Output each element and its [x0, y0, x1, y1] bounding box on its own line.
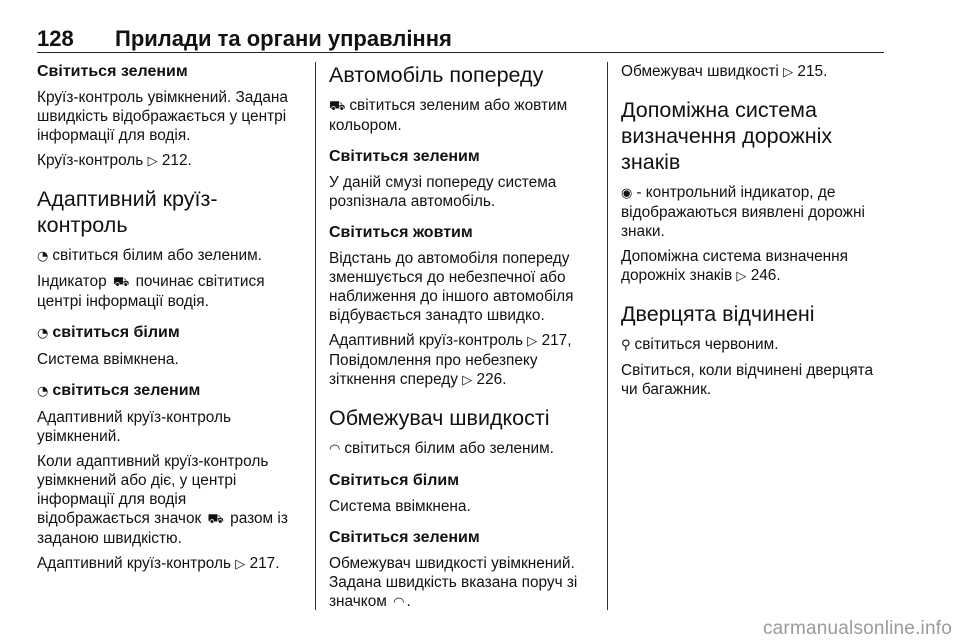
subheading-lights-green: ◔ світиться зеленим: [37, 381, 299, 402]
section-title-vehicle-ahead: Автомобіль попереду: [329, 63, 544, 87]
door-open-icon: ⚲: [621, 338, 631, 353]
page-reference-triangle-icon: ▷: [783, 65, 794, 80]
paragraph: Система ввімкнена.: [329, 498, 471, 515]
paragraph: Система ввімкнена.: [37, 351, 179, 368]
paragraph: Обмежувач швидкості увімкнений. Задана швидкість вказана поруч зі значком ◠ .: [329, 555, 578, 610]
paragraph: У даній смузі попереду система розпізнала автомобіль.: [329, 174, 557, 210]
section-title-adaptive-cruise: Адаптивний круїз-контроль: [37, 187, 218, 237]
paragraph: Світиться, коли відчинені дверцята чи багажник.: [621, 362, 874, 398]
column-3: [621, 62, 883, 405]
vehicle-ahead-icon: ⛟: [329, 99, 346, 114]
page-reference-triangle-icon: ▷: [736, 269, 747, 284]
page-header: [37, 26, 884, 53]
cruise-control-icon: ◔: [37, 384, 49, 399]
column-divider: [315, 62, 316, 610]
paragraph-reference: Адаптивний круїз-контроль ▷ 217, Повідомлення про небезпеку зіткнення спереду ▷ 226.: [329, 332, 572, 388]
section-title-door-open: Дверцята відчинені: [621, 302, 815, 326]
cruise-control-icon: ◔: [37, 249, 49, 264]
paragraph: Коли адаптивний круїз-контроль увімкнений або діє, у центрі інформації для водія відображається значок ⛟ разом із заданою швидкістю.: [37, 453, 288, 547]
paragraph: ◔ світиться білим або зеленим.: [37, 247, 262, 264]
page-reference-triangle-icon: ▷: [462, 373, 473, 388]
paragraph: Відстань до автомобіля попереду зменшується до небезпечної або наближення до іншого автомобіля відбувається занадто швидко.: [329, 250, 574, 324]
section-title-traffic-sign-assistant: Допоміжна система визначення дорожніх знаків: [621, 98, 833, 174]
paragraph-reference: Допоміжна система визначення дорожніх знаків ▷ 246.: [621, 248, 848, 284]
page-reference-triangle-icon: ▷: [527, 334, 538, 349]
paragraph: ⚲ світиться червоним.: [621, 336, 779, 353]
vehicle-ahead-icon: ⛟: [112, 275, 130, 290]
vehicle-ahead-icon: ⛟: [207, 512, 224, 527]
subheading-lights-green: Світиться зеленим: [37, 63, 188, 80]
paragraph: Круїз-контроль увімкнений. Задана швидкість відображається у центрі інформації для водія.: [37, 89, 288, 144]
subheading-lights-green: Світиться зеленим: [329, 148, 480, 165]
paragraph: Індикатор ⛟ починає світитися центрі інформації водія.: [37, 273, 265, 310]
speed-limiter-icon: ◠: [393, 595, 405, 610]
page-reference-triangle-icon: ▷: [147, 154, 158, 169]
paragraph: Адаптивний круїз-контроль увімкнений.: [37, 409, 231, 445]
traffic-sign-icon: ◉: [621, 186, 633, 201]
subheading-lights-white: Світиться білим: [329, 472, 460, 489]
cruise-control-icon: ◔: [37, 326, 49, 341]
section-title-speed-limiter: Обмежувач швидкості: [329, 406, 550, 430]
paragraph: ◉ - контрольний індикатор, де відображаються виявлені дорожні знаки.: [621, 184, 865, 240]
page-title: Прилади та органи управління: [115, 26, 452, 51]
paragraph-reference: Обмежувач швидкості ▷ 215.: [621, 63, 828, 80]
page-reference-triangle-icon: ▷: [235, 557, 246, 572]
subheading-lights-white: ◔ світиться білим: [37, 323, 299, 344]
column-1: [37, 62, 299, 580]
column-divider: [607, 62, 608, 610]
paragraph-reference: Круїз-контроль ▷ 212.: [37, 152, 192, 169]
paragraph: ⛟ світиться зеленим або жовтим кольором.: [329, 97, 568, 134]
column-2: [329, 62, 591, 618]
paragraph: ◠ світиться білим або зеленим.: [329, 440, 554, 457]
subheading-lights-yellow: Світиться жовтим: [329, 224, 473, 241]
watermark: carmanualsonline.info: [762, 618, 952, 639]
page-number: 128: [37, 26, 74, 51]
subheading-lights-green: Світиться зеленим: [329, 529, 480, 546]
speed-limiter-icon: ◠: [329, 442, 341, 457]
paragraph-reference: Адаптивний круїз-контроль ▷ 217.: [37, 555, 280, 572]
